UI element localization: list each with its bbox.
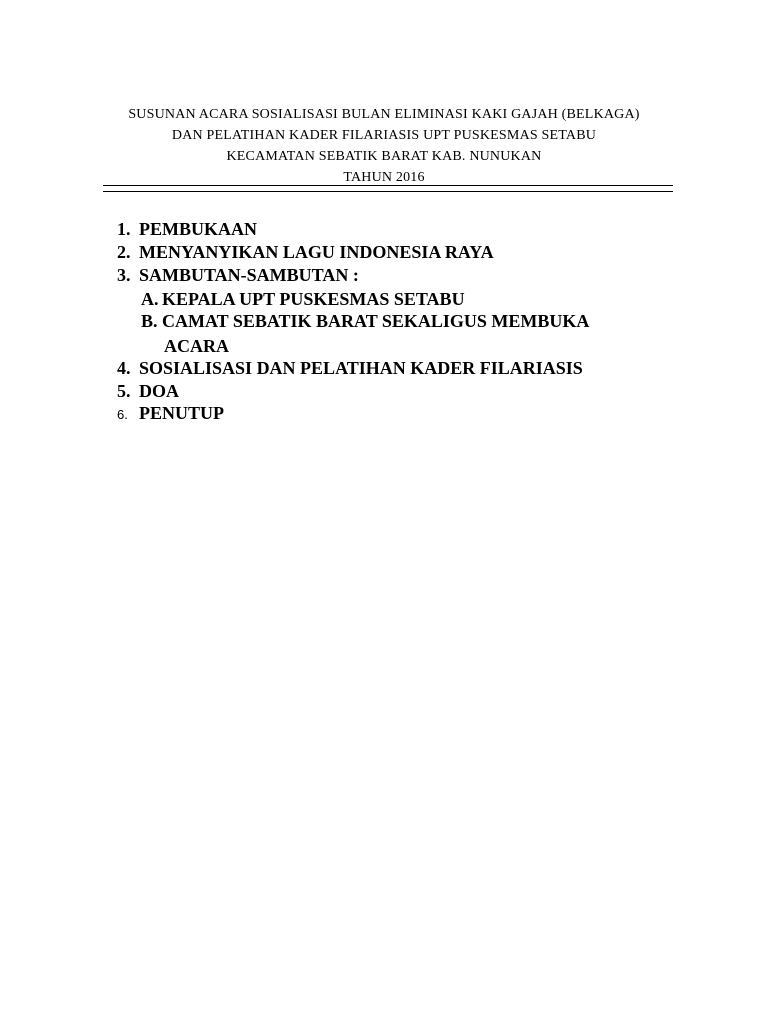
agenda-sub-item-text: CAMAT SEBATIK BARAT SEKALIGUS MEMBUKA xyxy=(162,311,590,331)
agenda-item-number: 1. xyxy=(117,219,131,239)
agenda-sub-item-letter: B. xyxy=(141,311,158,331)
agenda-item-number: 6. xyxy=(117,407,128,422)
header-line-2: DAN PELATIHAN KADER FILARIASIS UPT PUSKESMAS SETABU xyxy=(171,128,597,143)
header-divider-bottom xyxy=(103,191,673,192)
agenda-item-text: DOA xyxy=(139,381,179,401)
header-line-1: SUSUNAN ACARA SOSIALISASI BULAN ELIMINASI KAKI GAJAH (BELKAGA) xyxy=(128,107,640,122)
header-line-4: TAHUN 2016 xyxy=(343,170,425,185)
agenda-sub-item-continuation-text: ACARA xyxy=(164,336,229,356)
agenda-item-number: 4. xyxy=(117,358,131,378)
agenda-sub-item-letter: A. xyxy=(141,289,159,309)
document-header xyxy=(80,104,688,188)
agenda-item-number: 2. xyxy=(117,242,131,262)
agenda-item-number: 3. xyxy=(117,265,131,285)
agenda-item-text: MENYANYIKAN LAGU INDONESIA RAYA xyxy=(139,242,494,262)
agenda-item-text: SAMBUTAN-SAMBUTAN : xyxy=(139,265,359,285)
agenda-item-text: SOSIALISASI DAN PELATIHAN KADER FILARIASIS xyxy=(139,358,583,378)
agenda-item-number: 5. xyxy=(117,381,131,401)
header-divider-top xyxy=(103,185,673,186)
header-line-3: KECAMATAN SEBATIK BARAT KAB. NUNUKAN xyxy=(226,149,542,164)
agenda-sub-item-text: KEPALA UPT PUSKESMAS SETABU xyxy=(162,289,465,309)
agenda-item-text: PEMBUKAAN xyxy=(139,219,257,239)
agenda-item-text: PENUTUP xyxy=(139,403,224,423)
